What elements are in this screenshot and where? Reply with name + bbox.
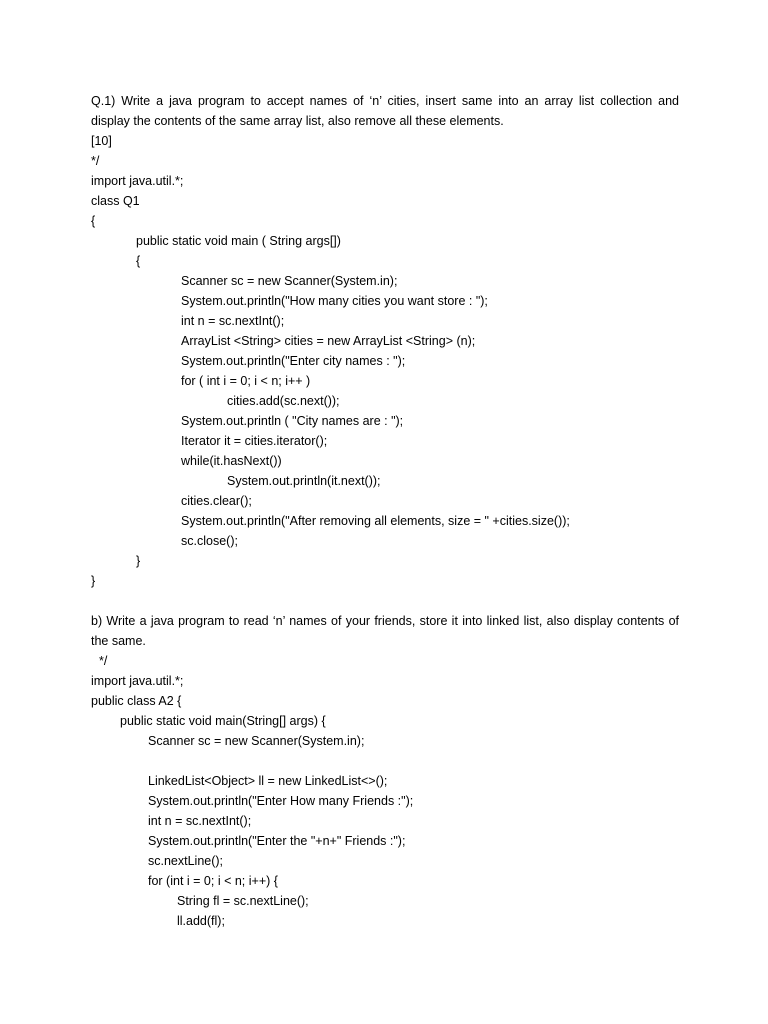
code-line: import java.util.*; — [91, 174, 184, 188]
code-line: cities.clear(); — [181, 494, 252, 508]
code-line: while(it.hasNext()) — [181, 454, 282, 468]
code-line: Scanner sc = new Scanner(System.in); — [181, 274, 398, 288]
code-line: for (int i = 0; i < n; i++) { — [148, 874, 278, 888]
code-line: cities.add(sc.next()); — [227, 394, 340, 408]
code-line: { — [91, 214, 96, 228]
code-line: ll.add(fl); — [177, 914, 225, 928]
code-line: { — [136, 254, 141, 268]
code-line: LinkedList<Object> ll = new LinkedList<>(); — [148, 774, 388, 788]
code-line: class Q1 — [91, 194, 140, 208]
code-line: String fl = sc.nextLine(); — [177, 894, 309, 908]
q2-comment-end: */ — [99, 654, 108, 668]
code-line: } — [91, 574, 96, 588]
code-line: System.out.println ( "City names are : "); — [181, 414, 404, 428]
q2-prompt-line2: the same. — [91, 634, 146, 648]
code-line: System.out.println("Enter city names : "); — [181, 354, 406, 368]
code-line: int n = sc.nextInt(); — [148, 814, 252, 828]
code-line: Iterator it = cities.iterator(); — [181, 434, 328, 448]
code-line: sc.close(); — [181, 534, 238, 548]
code-line: int n = sc.nextInt(); — [181, 314, 285, 328]
code-line: public static void main ( String args[]) — [136, 234, 341, 248]
code-line: } — [136, 554, 141, 568]
code-line: import java.util.*; — [91, 674, 184, 688]
code-line: System.out.println(it.next()); — [227, 474, 381, 488]
q2-prompt-line1: b) Write a java program to read ‘n’ names of your friends, store it into linked list, also display contents of — [91, 614, 679, 628]
code-line: for ( int i = 0; i < n; i++ ) — [181, 374, 311, 388]
code-line: ArrayList <String> cities = new ArrayList <String> (n); — [181, 334, 476, 348]
q1-prompt-line2: display the contents of the same array list, also remove all these elements. — [91, 114, 504, 128]
code-line: public static void main(String[] args) { — [120, 714, 326, 728]
code-line: System.out.println("How many cities you want store : "); — [181, 294, 488, 308]
q1-marks: [10] — [91, 134, 112, 148]
code-line: System.out.println("After removing all elements, size = " +cities.size()); — [181, 514, 570, 528]
q1-comment-end: */ — [91, 154, 100, 168]
code-line: public class A2 { — [91, 694, 182, 708]
code-line: System.out.println("Enter How many Friends :"); — [148, 794, 414, 808]
q1-prompt-line1: Q.1) Write a java program to accept names of ‘n’ cities, insert same into an array list collection and — [91, 94, 679, 108]
code-line: sc.nextLine(); — [148, 854, 224, 868]
code-line: Scanner sc = new Scanner(System.in); — [148, 734, 365, 748]
code-line: System.out.println("Enter the "+n+" Friends :"); — [148, 834, 406, 848]
